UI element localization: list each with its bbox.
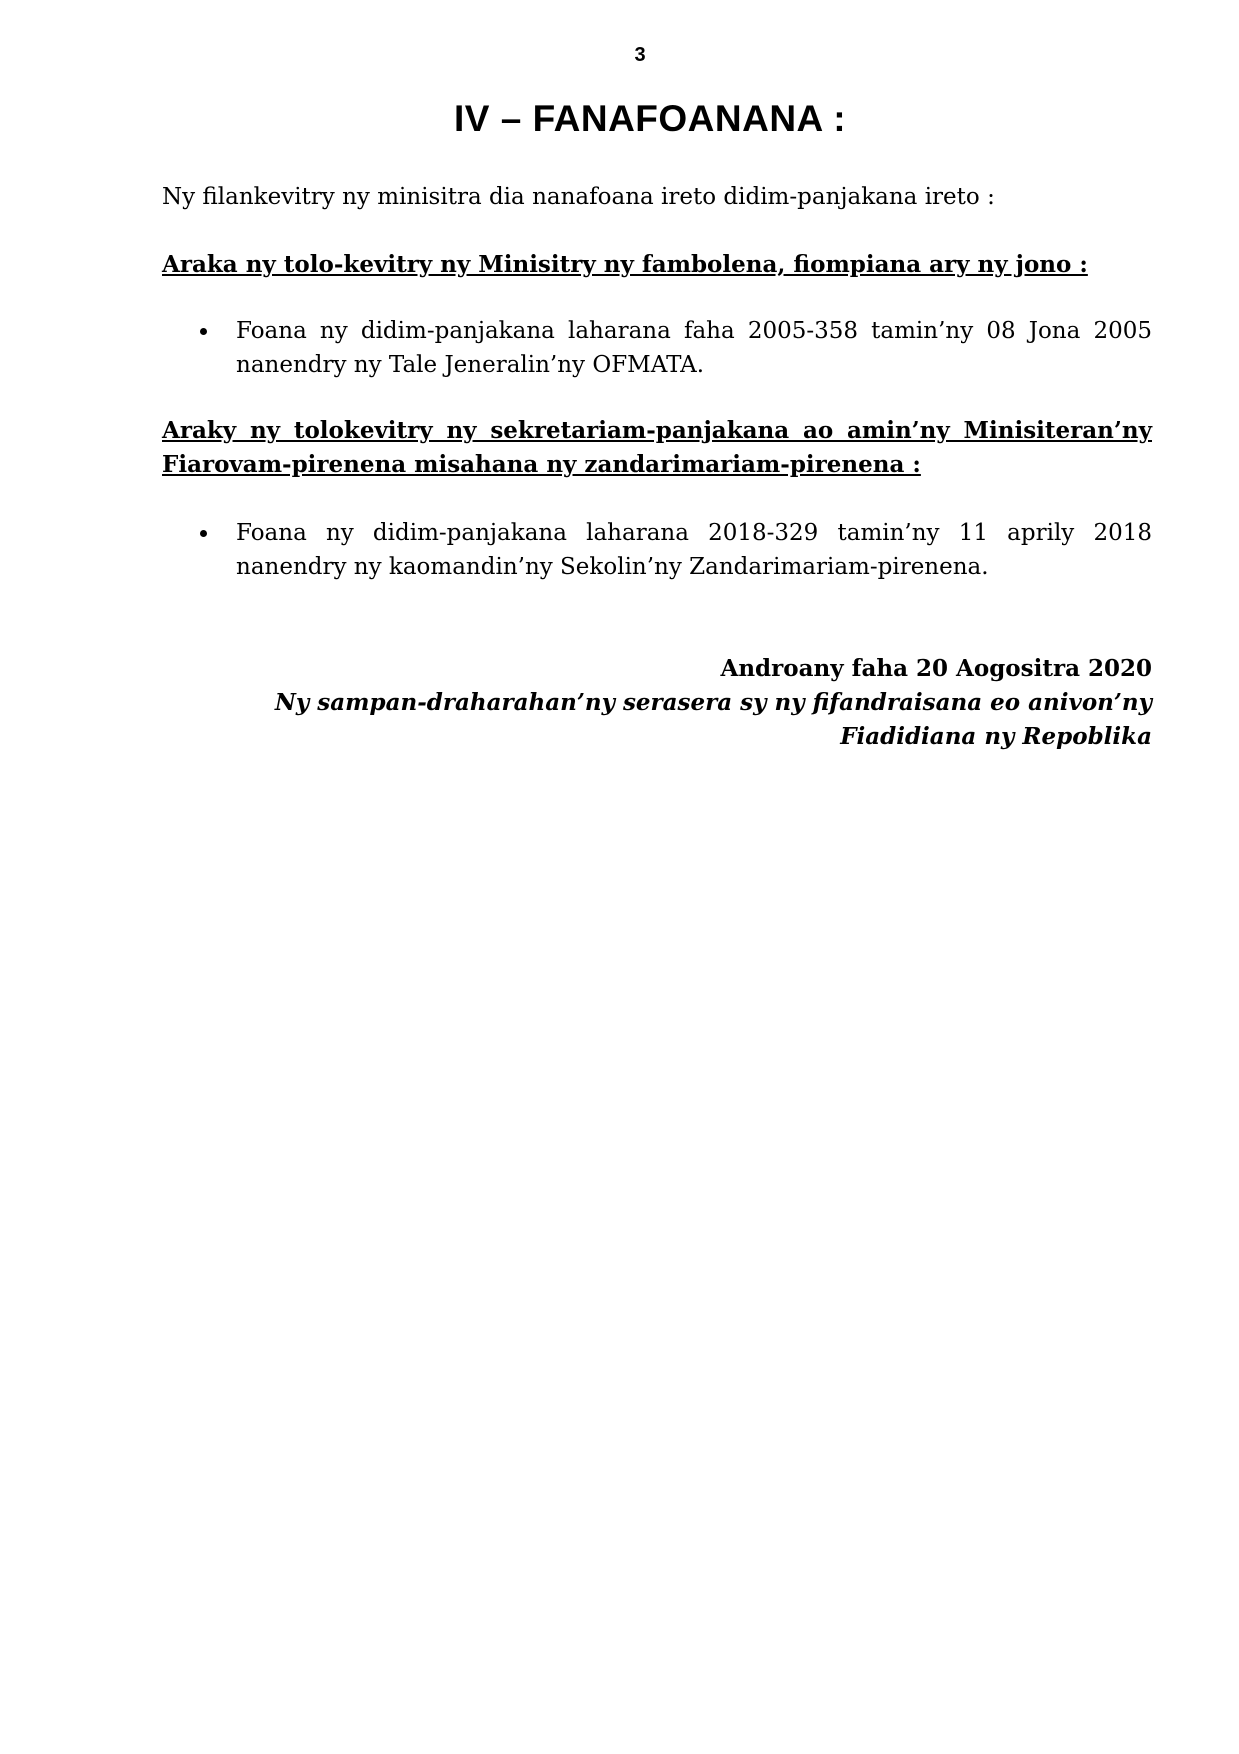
list-item xyxy=(236,516,1152,584)
intro-paragraph: Ny filankevitry ny minisitra dia nanafoana ireto didim-panjakana ireto : xyxy=(162,184,995,210)
bullet-icon xyxy=(200,530,207,537)
signature-block xyxy=(162,652,1152,754)
bullet-icon xyxy=(200,328,207,335)
section-heading-agriculture: Araka ny tolo-kevitry ny Minisitry ny fambolena, fiompiana ary ny jono : xyxy=(162,251,1088,278)
list-item-text: Foana ny didim-panjakana laharana 2018-329 tamin’ny 11 aprily 2018 nanendry ny kaomandin’ny Sekolin’ny Zandarimariam-pirenena. xyxy=(236,520,1152,580)
signature-authority-line-1: Ny sampan-draharahan’ny serasera sy ny fifandraisana eo anivon’ny xyxy=(274,689,1152,716)
bullet-list-gendarmerie xyxy=(236,516,1152,584)
list-item-text: Foana ny didim-panjakana laharana faha 2005-358 tamin’ny 08 Jona 2005 nanendry ny Tale Jeneralin’ny OFMATA. xyxy=(236,318,1152,378)
page-number: 3 xyxy=(634,44,646,66)
bullet-list-agriculture xyxy=(236,314,1152,382)
signature-date: Androany faha 20 Aogositra 2020 xyxy=(720,655,1152,682)
section-heading-gendarmerie: Araky ny tolokevitry ny sekretariam-panjakana ao amin’ny Minisiteran’ny Fiarovam-pirenena misahana ny zandarimariam-pirenena : xyxy=(162,417,1152,478)
list-item xyxy=(236,314,1152,382)
signature-authority-line-2: Fiadidiana ny Repoblika xyxy=(840,723,1152,750)
page-title: IV – FANAFOANANA : xyxy=(453,98,847,139)
